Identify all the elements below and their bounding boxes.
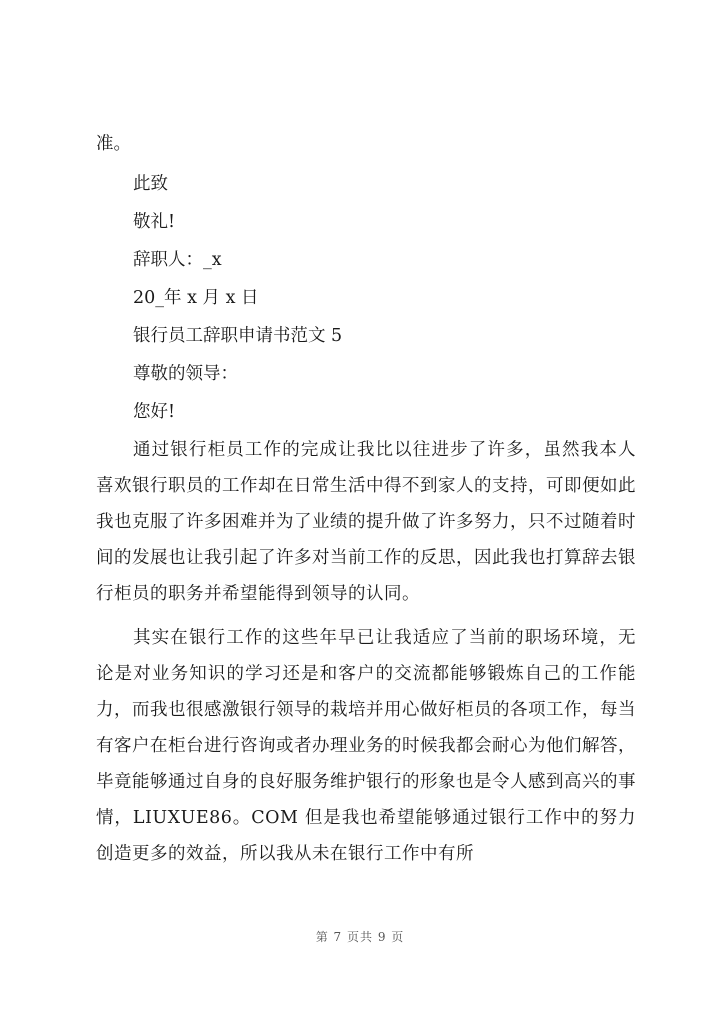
section-title: 银行员工辞职申请书范文 5 [133,326,343,346]
body-paragraph-2: 其实在银行工作的这些年早已让我适应了当前的职场环境，无论是对业务知识的学习还是和客户的交流都能够锻炼自己的工作能力，而我也很感激银行领导的栽培并用心做好柜员的各项工作，每当有客户在柜台进行咨询或者办理业务的时候我都会耐心为他们解答，毕竟能够通过自身的良好服务维护银行的形象也是令人感到高兴的事情，LIUXUE86。COM 但是我也希望能够通过银行工作中的努力创造更多的效益，所以我从未在银行工作中有所 [96,628,636,864]
date-line: 20_年 x 月 x 日 [133,288,259,308]
closing-salutation: 此致 [133,174,168,194]
hello-line: 您好! [133,402,176,422]
body-paragraph-1: 通过银行柜员工作的完成让我比以往进步了许多，虽然我本人喜欢银行职员的工作却在日常生活中得不到家人的支持，可即便如此我也克服了许多困难并为了业绩的提升做了许多努力，只不过随着时间的发展也让我引起了许多对当前工作的反思，因此我也打算辞去银行柜员的职务并希望能得到领导的认同。 [96,440,636,604]
page-number-footer: 第 7 页共 9 页 [315,930,405,944]
greeting-line: 尊敬的领导： [133,364,238,384]
closing-respect: 敬礼! [133,212,176,232]
signature-line: 辞职人：_x [133,250,222,270]
text-line-continuation: 准。 [96,134,131,154]
